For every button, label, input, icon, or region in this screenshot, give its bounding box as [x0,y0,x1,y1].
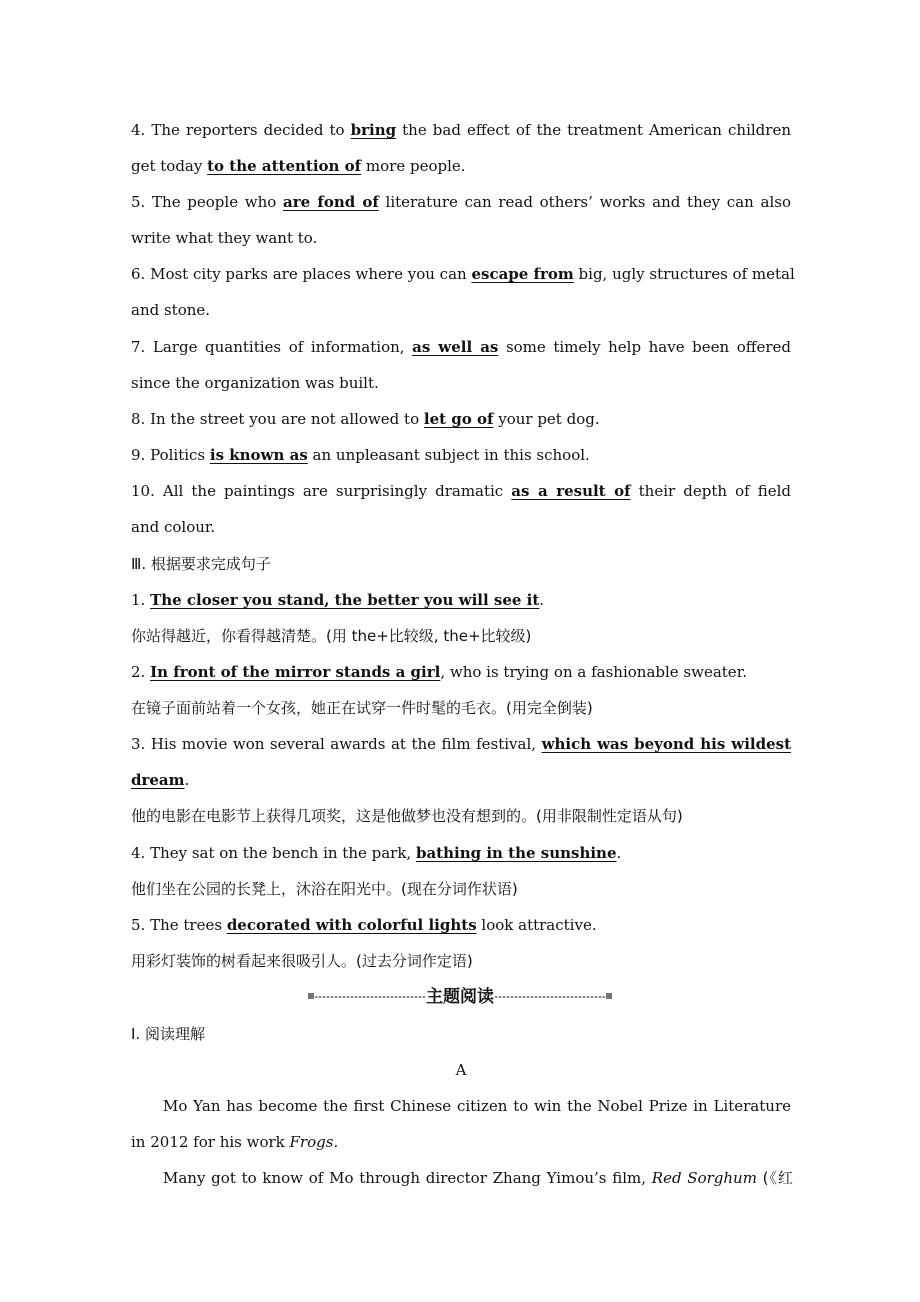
passage-paragraph-1-line-1: Mo Yan has become the first Chinese citizen to win the Nobel Prize in Literature [163,1097,791,1115]
answer-blank: The closer you stand, the better you will see it [150,591,540,609]
sentence-3-prompt: 他的电影在电影节上获得几项奖，这是他做梦也没有想到的。(用非限制性定语从句) [131,807,683,825]
answer-blank: bathing in the sunshine [415,844,617,862]
sentence-5: 5. The trees decorated with colorful lights look attractive. [131,916,597,934]
section-heading-part-3: Ⅲ. 根据要求完成句子 [131,555,271,573]
item-9: 9. Politics is known as an unpleasant subject in this school. [131,446,590,464]
sentence-4-prompt: 他们坐在公园的长凳上，沐浴在阳光中。(现在分词作状语) [131,880,518,898]
reading-heading: Ⅰ. 阅读理解 [131,1025,205,1043]
banner-right-rule [495,996,605,998]
item-5-line-2: write what they want to. [131,229,318,247]
item-4-line-2: get today to the attention of more people. [131,157,466,175]
item-6-line-1: 6. Most city parks are places where you can escape from big, ugly structures of metal [131,265,795,283]
passage-label: A [455,1061,467,1079]
item-5-line-1: 5. The people who are fond of literature can read others’ works and they can also [131,193,791,211]
sentence-3-line-2: dream. [131,771,190,789]
sentence-3-line-1: 3. His movie won several awards at the film festival, which was beyond his wildest [131,735,792,753]
film-title: Red Sorghum [651,1169,757,1187]
item-8: 8. In the street you are not allowed to let go of your pet dog. [131,410,600,428]
answer-blank: let go of [423,410,494,428]
sentence-4: 4. They sat on the bench in the park, bathing in the sunshine. [131,844,622,862]
item-4-line-1: 4. The reporters decided to bring the bad effect of the treatment American children [131,121,791,139]
answer-blank: as a result of [511,482,631,500]
answer-blank: bring [350,121,397,139]
sentence-2-prompt: 在镜子面前站着一个女孩，她正在试穿一件时髦的毛衣。(用完全倒装) [131,699,593,717]
answer-blank: In front of the mirror stands a girl [150,663,441,681]
item-10-line-1: 10. All the paintings are surprisingly dramatic as a result of their depth of field [131,482,791,500]
item-7-line-2: since the organization was built. [131,374,379,392]
answer-blank: which was beyond his wildest [541,735,792,753]
item-10-line-2: and colour. [131,518,216,536]
sentence-5-prompt: 用彩灯装饰的树看起来很吸引人。(过去分词作定语) [131,952,473,970]
sentence-1-prompt: 你站得越近，你看得越清楚。(用 the+比较级, the+比较级) [131,627,532,645]
banner-right-dot-icon [606,993,612,999]
item-6-line-2: and stone. [131,301,211,319]
sentence-2: 2. In front of the mirror stands a girl, who is trying on a fashionable sweater. [131,663,747,681]
answer-blank: to the attention of [207,157,362,175]
section-banner [308,985,612,1009]
answer-blank: dream [131,771,185,789]
answer-blank: are fond of [283,193,379,211]
banner-title: 主题阅读 [426,987,494,1007]
answer-blank: as well as [412,338,499,356]
passage-paragraph-1-line-2: in 2012 for his work Frogs. [131,1133,339,1151]
answer-blank: is known as [209,446,308,464]
item-7-line-1: 7. Large quantities of information, as well as some timely help have been offered [131,338,791,356]
sentence-1: 1. The closer you stand, the better you will see it. [131,591,545,609]
answer-blank: decorated with colorful lights [226,916,477,934]
passage-paragraph-2-line-1: Many got to know of Mo through director Zhang Yimou’s film, Red Sorghum (《红 [163,1169,793,1187]
work-title: Frogs [289,1133,334,1151]
answer-blank: escape from [471,265,574,283]
